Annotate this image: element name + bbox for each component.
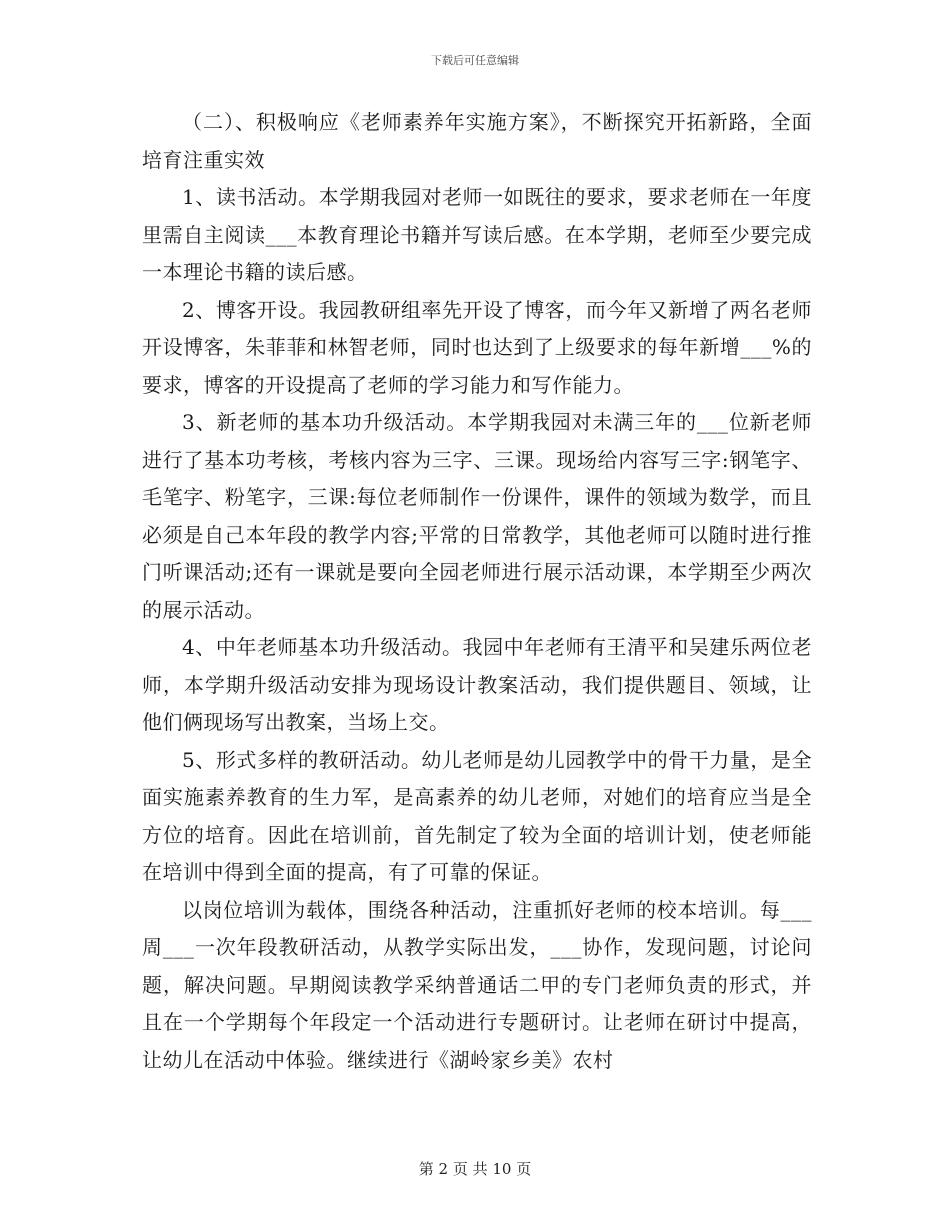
page-footer: 第 2 页 共 10 页 xyxy=(418,1160,532,1178)
paragraph-teaching-research: 5、形式多样的教研活动。幼儿老师是幼儿园教学中的骨干力量，是全面实施素养教育的生力军，是高素养的幼儿老师，对她们的培育应当是全方位的培育。因此在培训前，首先制定了较为全面的培训计划，使老师能在培训中得到全面的提高，有了可靠的保证。 xyxy=(142,747,812,884)
page-header: 下载后可任意编辑 xyxy=(431,54,519,67)
section-heading: （二）、积极响应《老师素养年实施方案》，不断探究开拓新路，全面培育注重实效 xyxy=(142,110,812,172)
paragraph-reading-activity: 1、读书活动。本学期我园对老师一如既往的要求，要求老师在一年度里需自主阅读___本教育理论书籍并写读后感。在本学期，老师至少要完成一本理论书籍的读后感。 xyxy=(142,185,812,284)
paragraph-blog: 2、博客开设。我园教研组率先开设了博客，而今年又新增了两名老师开设博客，朱菲菲和林智老师，同时也达到了上级要求的每年新增___%的要求，博客的开设提高了老师的学习能力和写作能力。 xyxy=(142,297,812,397)
paragraph-job-training: 以岗位培训为载体，围绕各种活动，注重抓好老师的校本培训。每___周___一次年段教研活动，从教学实际出发，___协作，发现问题，讨论问题，解决问题。早期阅读教学采纳普通话二甲的专门老师负责的形式，并且在一个学期每个年段定一个活动进行专题研讨。让老师在研讨中提高，让幼儿在活动中体验。继续进行《湖岭家乡美》农村 xyxy=(142,897,812,1072)
document-body xyxy=(142,104,812,1079)
paragraph-middle-aged-teacher-skills: 4、中年老师基本功升级活动。我园中年老师有王清平和吴建乐两位老师，本学期升级活动安排为现场设计教案活动，我们提供题目、领域，让他们俩现场写出教案，当场上交。 xyxy=(142,635,812,734)
paragraph-new-teacher-skills: 3、新老师的基本功升级活动。本学期我园对未满三年的___位新老师进行了基本功考核，考核内容为三字、三课。现场给内容写三字:钢笔字、毛笔字、粉笔字，三课:每位老师制作一份课件，课件的领域为数学，而且必须是自己本年段的教学内容;平常的日常教学，其他老师可以随时进行推门听课活动;还有一课就是要向全园老师进行展示活动课，本学期至少两次的展示活动。 xyxy=(142,410,812,622)
